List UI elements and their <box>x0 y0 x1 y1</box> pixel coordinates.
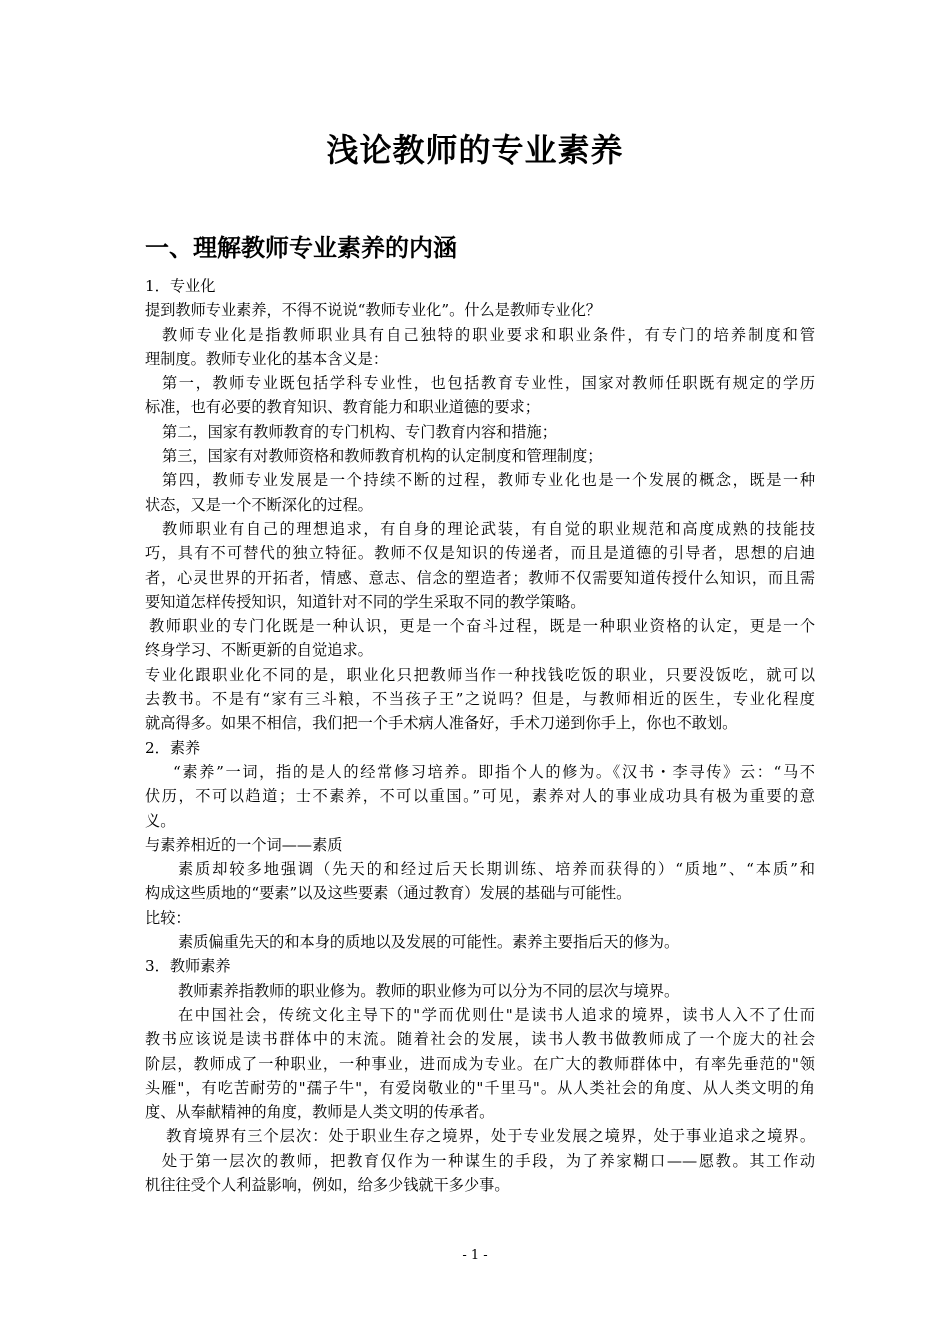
text-line: 比较： <box>145 908 191 927</box>
text-line: 者，心灵世界的开拓者，情感、意志、信念的塑造者；教师不仅需要知道传授什么知识，而且需 <box>145 568 815 587</box>
text-line: 2．素养 <box>145 738 201 757</box>
text-line: 头雁"，有吃苦耐劳的"孺子牛"，有爱岗敬业的"千里马"。从人类社会的角度、从人类文明的角 <box>145 1078 815 1097</box>
page-number: - 1 - <box>462 1248 488 1263</box>
document-title: 浅论教师的专业素养 <box>326 131 624 169</box>
text-line: 教书应该说是读书群体中的末流。随着社会的发展，读书人教书做教师成了一个庞大的社会 <box>145 1030 815 1049</box>
text-line: 教师职业的专门化既是一种认识，更是一个奋斗过程，既是一种职业资格的认定，更是一个 <box>149 617 815 636</box>
text-line: 去教书。不是有“家有三斗粮，不当孩子王”之说吗？但是，与教师相近的医生，专业化程度 <box>145 690 815 709</box>
text-line: 理制度。教师专业化的基本含义是： <box>145 349 388 368</box>
text-line: 教师专业化是指教师职业具有自己独特的职业要求和职业条件，有专门的培养制度和管 <box>162 325 815 344</box>
text-line: 专业化跟职业化不同的是，职业化只把教师当作一种找钱吃饭的职业，只要没饭吃，就可以 <box>145 665 815 684</box>
text-line: 与素养相近的一个词——素质 <box>145 835 343 854</box>
text-line: 处于第一层次的教师，把教育仅作为一种谋生的手段，为了养家糊口——愿教。其工作动 <box>162 1151 815 1170</box>
text-line: 在中国社会，传统文化主导下的"学而优则仕"是读书人追求的境界，读书人入不了仕而 <box>178 1005 815 1024</box>
text-line: 巧，具有不可替代的独立特征。教师不仅是知识的传递者，而且是道德的引导者，思想的启迪 <box>145 544 815 563</box>
text-line: 阶层，教师成了一种职业，一种事业，进而成为专业。在广大的教师群体中，有率先垂范的"领 <box>145 1054 815 1073</box>
text-line: 就高得多。如果不相信，我们把一个手术病人准备好，手术刀递到你手上，你也不敢划。 <box>145 714 738 733</box>
text-line: 素质偏重先天的和本身的质地以及发展的可能性。素养主要指后天的修为。 <box>178 933 680 952</box>
text-line: 构成这些质地的“要素”以及这些要素（通过教育）发展的基础与可能性。 <box>145 884 632 903</box>
text-line: 第二，国家有教师教育的专门机构、专门教育内容和措施； <box>162 422 557 441</box>
text-line: 教师职业有自己的理想追求，有自身的理论武装，有自觉的职业规范和高度成熟的技能技 <box>162 519 815 538</box>
section-heading: 一、理解教师专业素养的内涵 <box>145 233 457 262</box>
text-line: 要知道怎样传授知识，知道针对不同的学生采取不同的教学策略。 <box>145 592 586 611</box>
body-text <box>145 274 815 1197</box>
text-line: 度、从奉献精神的角度，教师是人类文明的传承者。 <box>145 1103 495 1122</box>
text-line: 义。 <box>145 811 176 830</box>
text-line: “素养”一词，指的是人的经常修习培养。即指个人的修为。《汉书・李寻传》云：“马不 <box>173 762 815 781</box>
text-line: 状态，又是一个不断深化的过程。 <box>145 495 373 514</box>
text-line: 教育境界有三个层次：处于职业生存之境界，处于专业发展之境界，处于事业追求之境界。 <box>166 1127 815 1146</box>
text-line: 伏历，不可以趋道；士不素养，不可以重国。”可见，素养对人的事业成功具有极为重要的意 <box>145 787 815 806</box>
text-line: 标准，也有必要的教育知识、教育能力和职业道德的要求； <box>145 398 540 417</box>
text-line: 终身学习、不断更新的自觉追求。 <box>145 641 373 660</box>
text-line: 机往往受个人利益影响，例如，给多少钱就干多少事。 <box>145 1175 510 1194</box>
text-line: 1．专业化 <box>145 277 216 295</box>
text-line: 第一，教师专业既包括学科专业性，也包括教育专业性，国家对教师任职既有规定的学历 <box>162 374 815 393</box>
text-line: 提到教师专业素养，不得不说说“教师专业化”。什么是教师专业化？ <box>145 301 601 320</box>
text-line: 第四，教师专业发展是一个持续不断的过程，教师专业化也是一个发展的概念，既是一种 <box>162 471 815 490</box>
text-line: 教师素养指教师的职业修为。教师的职业修为可以分为不同的层次与境界。 <box>178 981 680 1000</box>
text-line: 3．教师素养 <box>145 957 231 976</box>
text-line: 素质却较多地强调（先天的和经过后天长期训练、培养而获得的）“质地”、“本质”和 <box>178 860 815 879</box>
text-line: 第三，国家有对教师资格和教师教育机构的认定制度和管理制度； <box>162 447 603 466</box>
